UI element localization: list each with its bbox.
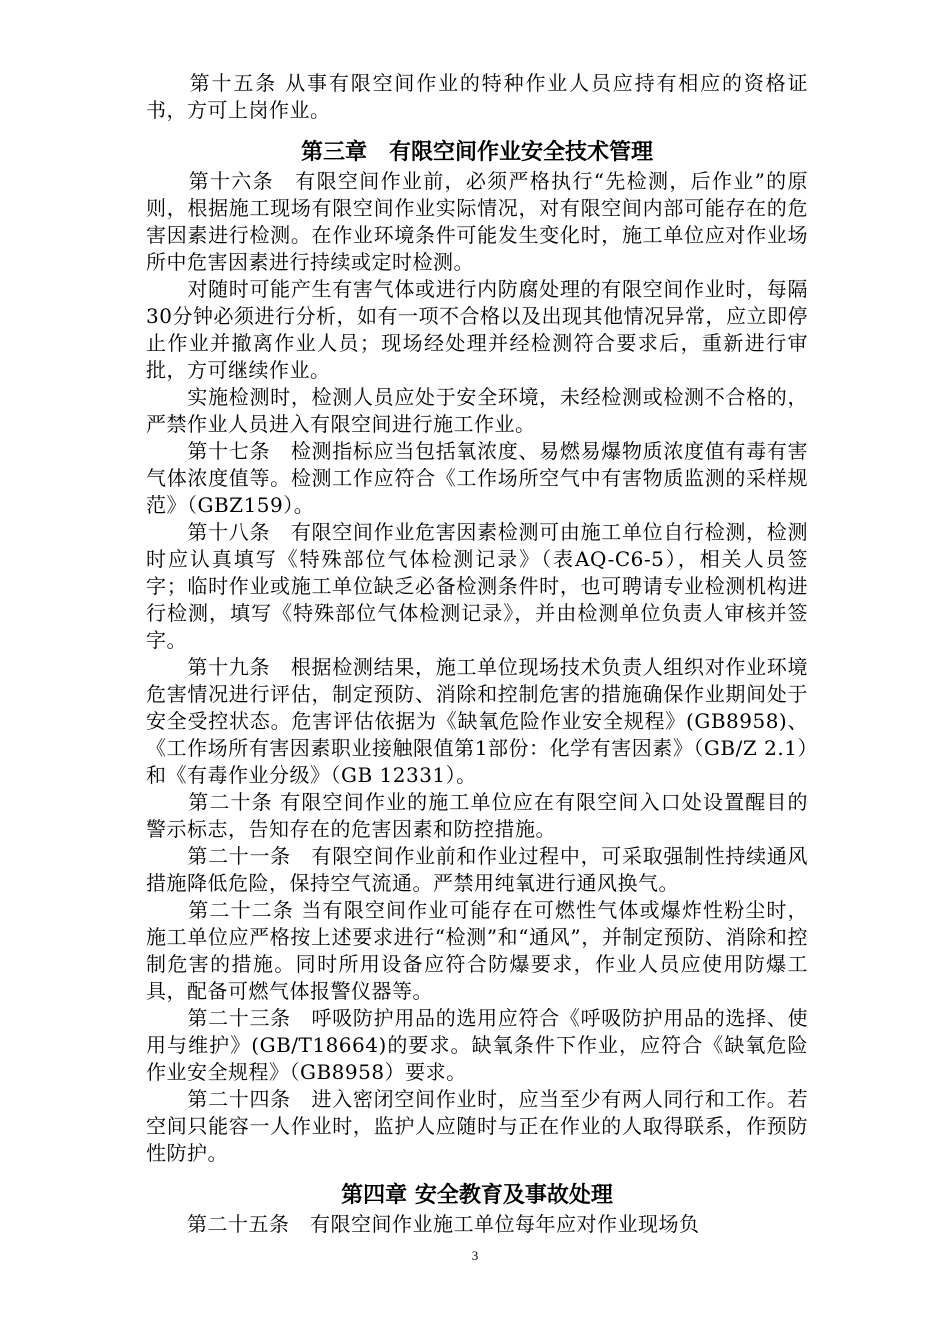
article-25: 第二十五条 有限空间作业施工单位每年应对作业现场负 xyxy=(146,1212,700,1236)
article-16-para-2: 对随时可能产生有害气体或进行内防腐处理的有限空间作业时，每隔30分钟必须进行分析，如有一项不合格以及出现其他情况异常，应立即停止作业并撤离作业人员；现场经处理并经检测符合要求后，重新进行审批，方可继续作业。 xyxy=(146,277,808,382)
chapter-3-heading: 第三章 有限空间作业安全技术管理 xyxy=(300,140,653,165)
article-16-para-3: 实施检测时，检测人员应处于安全环境，未经检测或检测不合格的，严禁作业人员进入有限空间进行施工作业。 xyxy=(146,385,808,436)
document-body xyxy=(146,70,808,1238)
article-15: 第十五条 从事有限空间作业的特种作业人员应持有相应的资格证书，方可上岗作业。 xyxy=(146,71,808,122)
article-23: 第二十三条 呼吸防护用品的选用应符合《呼吸防护用品的选择、使用与维护》(GB/T18664)的要求。缺氧条件下作业，应符合《缺氧危险作业安全规程》（GB8958）要求。 xyxy=(146,1006,808,1084)
article-24: 第二十四条 进入密闭空间作业时，应当至少有两人同行和工作。若空间只能容一人作业时，监护人应随时与正在作业的人取得联系，作预防性防护。 xyxy=(146,1087,808,1165)
article-19: 第十九条 根据检测结果，施工单位现场技术负责人组织对作业环境危害情况进行评估，制定预防、消除和控制危害的措施确保作业期间处于安全受控状态。危害评估依据为《缺氧危险作业安全规程》(GB8958)、《工作场所有害因素职业接触限值第1部份：化学有害因素》（GB/Z 2.1）和《有毒作业分级》（GB 12331）。 xyxy=(146,655,808,787)
chapter-4-heading: 第四章 安全教育及事故处理 xyxy=(341,1183,613,1208)
page-number: 3 xyxy=(471,1248,479,1263)
article-22: 第二十二条 当有限空间作业可能存在可燃性气体或爆炸性粉尘时，施工单位应严格按上述要求进行“检测”和“通风”，并制定预防、消除和控制危害的措施。同时所用设备应符合防爆要求，作业人员应使用防爆工具，配备可燃气体报警仪器等。 xyxy=(146,898,808,1003)
article-16: 第十六条 有限空间作业前，必须严格执行“先检测，后作业”的原则，根据施工现场有限空间作业实际情况，对有限空间内部可能存在的危害因素进行检测。在作业环境条件可能发生变化时，施工单位应对作业场所中危害因素进行持续或定时检测。 xyxy=(146,169,808,274)
article-21: 第二十一条 有限空间作业前和作业过程中，可采取强制性持续通风措施降低危险，保持空气流通。严禁用纯氧进行通风换气。 xyxy=(146,844,808,895)
article-18: 第十八条 有限空间作业危害因素检测可由施工单位自行检测，检测时应认真填写《特殊部位气体检测记录》（表AQ-C6-5），相关人员签字；临时作业或施工单位缺乏必备检测条件时，也可聘请专业检测机构进行检测，填写《特殊部位气体检测记录》，并由检测单位负责人审核并签字。 xyxy=(146,520,808,652)
article-20: 第二十条 有限空间作业的施工单位应在有限空间入口处设置醒目的警示标志，告知存在的危害因素和防控措施。 xyxy=(146,790,808,841)
article-17: 第十七条 检测指标应当包括氧浓度、易燃易爆物质浓度值有毒有害气体浓度值等。检测工作应符合《工作场所空气中有害物质监测的采样规范》（GBZ159）。 xyxy=(146,439,808,517)
